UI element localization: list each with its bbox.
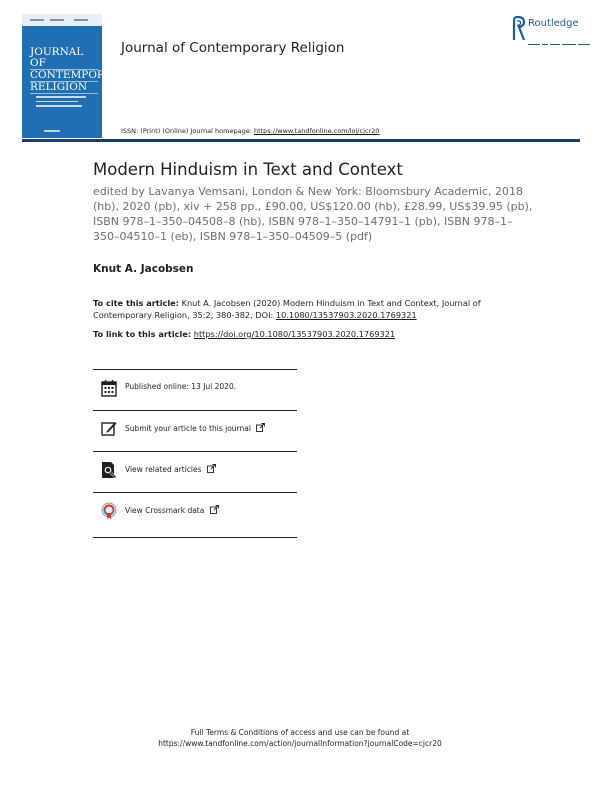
- terms-text: Full Terms & Conditions of access and use can be found at: [190, 728, 410, 737]
- citation-block: [93, 298, 533, 321]
- journal-title[interactable]: Journal of Contemporary Religion: [121, 40, 345, 56]
- cover-title-line: RELIGION: [30, 82, 98, 94]
- cover-title-line: CONTEMPORARY: [30, 69, 127, 81]
- publisher-name: Routledge: [528, 18, 579, 29]
- cite-text: Knut A. Jacobsen (2020) Modern Hinduism in Text and Context, Journal of Contemporary Religion, 35:2, 380-382, DOI:: [93, 298, 481, 320]
- crossmark-icon: [101, 502, 117, 520]
- crossmark-link[interactable]: [125, 505, 219, 515]
- published-row: [93, 369, 297, 411]
- related-articles-label: View related articles: [125, 465, 202, 474]
- search-document-icon: [101, 461, 117, 479]
- publisher-tagline: [528, 34, 592, 53]
- cite-doi-link[interactable]: 10.1080/13537903.2020.1769321: [275, 309, 417, 320]
- published-date: Published online: 13 Jul 2020.: [125, 382, 237, 391]
- related-articles-row[interactable]: [93, 452, 297, 493]
- external-link-icon: [207, 464, 216, 473]
- routledge-logo[interactable]: [512, 16, 594, 50]
- cover-subtitle-lines: [36, 96, 86, 110]
- edit-icon: [101, 420, 117, 438]
- cite-label: To cite this article:: [93, 298, 179, 308]
- calendar-icon: [101, 379, 117, 397]
- link-label: To link to this article:: [93, 329, 192, 339]
- journal-cover-image: [22, 14, 127, 138]
- cover-title-line: JOURNAL OF: [30, 47, 98, 70]
- issn-label: ISSN: (Print) (Online) Journal homepage:: [121, 127, 252, 135]
- routledge-logo-icon: [512, 16, 525, 42]
- cover-title: [30, 46, 127, 94]
- header-divider: [22, 139, 580, 142]
- issn-homepage-line: [121, 127, 379, 135]
- submit-article-link[interactable]: [125, 423, 265, 433]
- terms-url[interactable]: https://www.tandfonline.com/action/journalInformation?journalCode=cjcr20: [158, 739, 442, 748]
- article-info-box: [93, 369, 297, 538]
- crossmark-label: View Crossmark data: [125, 506, 205, 515]
- related-articles-link[interactable]: [125, 464, 216, 474]
- article-author: Knut A. Jacobsen: [93, 263, 194, 275]
- cover-top-strip: [22, 14, 102, 26]
- crossmark-row[interactable]: [93, 493, 297, 538]
- article-subtitle: edited by Lavanya Vemsani, London & New York: Bloomsbury Academic, 2018 (hb), 2020 (pb), xiv + 258 pp., £90.00, US$120.00 (hb), £28.99, US$39.95 (pb), ISBN 978–1–350–04508–8 (hb), ISBN 978–1–350–14791–1 (pb), ISBN 978–1–350–04510–1 (eb), ISBN 978–1–350–04509–5 (pdf): [93, 185, 533, 243]
- external-link-icon: [210, 505, 219, 514]
- article-title: Modern Hinduism in Text and Context: [93, 160, 403, 179]
- terms-footer: [0, 727, 600, 749]
- article-link-line: [93, 329, 395, 339]
- external-link-icon: [256, 423, 265, 432]
- journal-homepage-link[interactable]: https://www.tandfonline.com/loi/cjcr20: [253, 127, 380, 135]
- cover-publisher-mark: [44, 130, 60, 132]
- submit-article-label: Submit your article to this journal: [125, 424, 251, 433]
- article-doi-link[interactable]: https://doi.org/10.1080/13537903.2020.1769321: [193, 329, 396, 339]
- submit-article-row[interactable]: [93, 411, 297, 452]
